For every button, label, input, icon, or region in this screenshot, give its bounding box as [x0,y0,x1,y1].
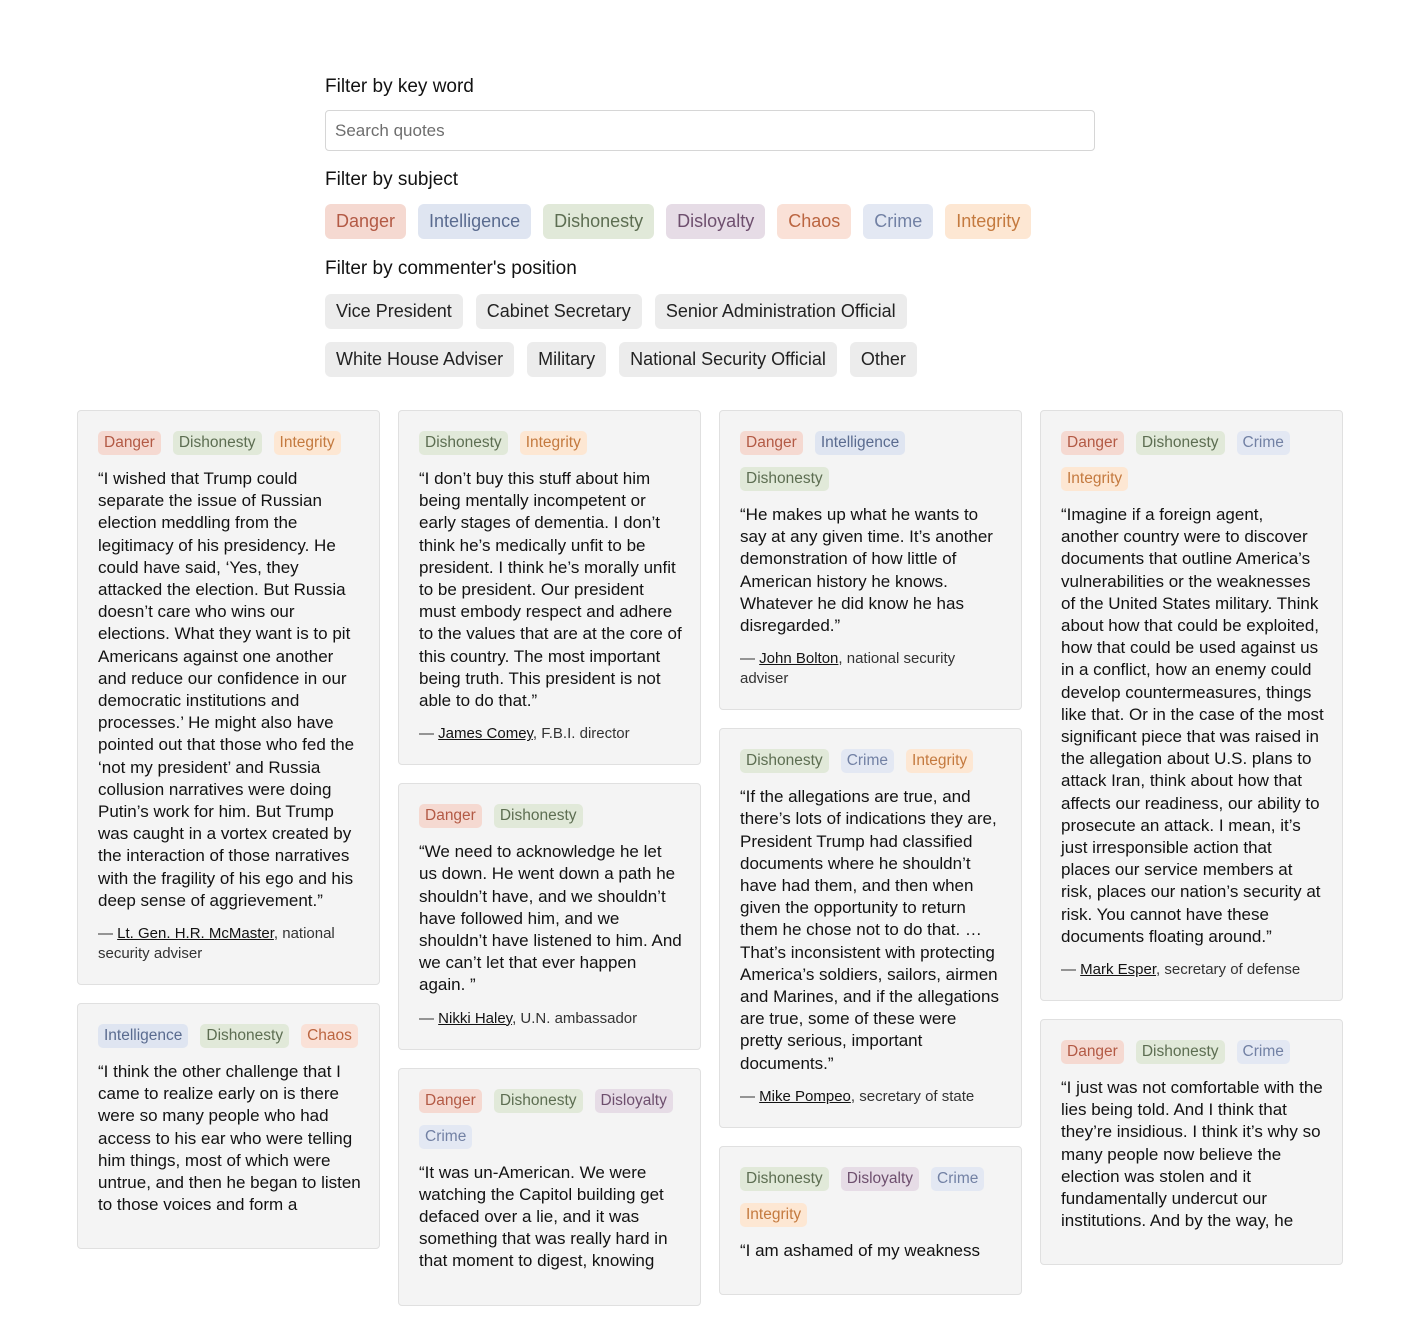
position-chip-vice-president[interactable]: Vice President [325,294,463,329]
quote-card [719,410,1022,710]
tag-danger: Danger [1061,1040,1124,1064]
quote-tags [1061,1040,1324,1064]
subject-chip-disloyalty[interactable]: Disloyalty [666,204,765,239]
quote-card [398,1068,701,1306]
quote-column-4 [1040,410,1343,1283]
subject-filter-label: Filter by subject [325,169,459,190]
quote-column-1 [77,410,380,1267]
position-chip-other[interactable]: Other [850,342,917,377]
quote-attribution: — Lt. Gen. H.R. McMaster, national security adviser [98,925,335,963]
quote-text: “Imagine if a foreign agent, another country were to discover documents that outline America’s vulnerabilities or the weaknesses of the United States military. Think about how that could be exploited, how that could be used against us in a conflict, how an enemy could develop countermeasures, things like that. Or in the case of the most significant piece that was raised in the allegation about U.S. plans to attack Iran, think about how that affects our readiness, our ability to prosecute an attack. I mean, it’s just irresponsible action that places our service members at risk, places our nation’s security at risk. You cannot have these documents floating around.” [1061,505,1324,946]
commenter-role: , national security adviser [98,925,335,963]
tag-intelligence: Intelligence [98,1024,188,1048]
quote-tags [419,431,682,455]
tag-intelligence: Intelligence [815,431,905,455]
position-chip-military[interactable]: Military [527,342,606,377]
tag-integrity: Integrity [1061,467,1128,491]
quote-attribution: — Nikki Haley, U.N. ambassador [419,1009,638,1027]
tag-dishonesty: Dishonesty [740,467,829,491]
quote-column-2 [398,410,701,1324]
tag-integrity: Integrity [740,1203,807,1227]
commenter-role: , F.B.I. director [532,725,630,743]
tag-danger: Danger [740,431,803,455]
quote-text: “I wished that Trump could separate the issue of Russian election meddling from the legitimacy of his presidency. He could have said, ‘Yes, they attacked the election. But Russia doesn’t care who wins our elections. What they want is to pit Americans against one another and reduce our confidence in our democratic institutions and processes.’ He might also have pointed out that those who fed the ‘not my president’ and Russia collusion narratives were doing Putin’s work for him. But Trump was caught in a vortex created by the interaction of those narratives with the fragility of his ego and his deep sense of aggrievement.” [98,469,355,910]
tag-dishonesty: Dishonesty [494,804,583,828]
quote-tags [1061,431,1324,491]
commenter-role: , secretary of defense [1156,961,1301,979]
quote-tags [740,749,1003,773]
subject-chip-integrity[interactable]: Integrity [945,204,1031,239]
tag-danger: Danger [419,804,482,828]
quote-tags [419,804,682,828]
quote-card [77,410,380,985]
quote-card [398,783,701,1049]
subject-chip-chaos[interactable]: Chaos [777,204,851,239]
quote-text: “We need to acknowledge he let us down. He went down a path he shouldn’t have, and we shouldn’t have followed him, and we shouldn’t have listened to him. And we can’t let that ever happen again. ” [419,842,682,995]
quote-tags [98,1024,361,1048]
commenter-link[interactable]: John Bolton [759,650,839,668]
commenter-link[interactable]: Mark Esper [1080,961,1157,979]
quote-attribution: — Mark Esper, secretary of defense [1061,961,1301,979]
subject-chip-danger[interactable]: Danger [325,204,406,239]
subject-chip-dishonesty[interactable]: Dishonesty [543,204,654,239]
commenter-link[interactable]: Lt. Gen. H.R. McMaster [117,925,274,943]
quote-text: “If the allegations are true, and there’s lots of indications they are, President Trump had classified documents where he shouldn’t have had them, and then when given the opportunity to return them he chose not to do that. … That’s inconsistent with protecting America’s soldiers, sailors, airmen and Marines, and if the allegations are true, some of these were pretty serious, important documents.” [740,787,999,1073]
quote-text: “He makes up what he wants to say at any given time. It’s another demonstration of how little of American history he knows. Whatever he did know he has disregarded.” [740,505,993,636]
tag-dishonesty: Dishonesty [494,1089,583,1113]
tag-danger: Danger [419,1089,482,1113]
commenter-link[interactable]: Nikki Haley [438,1009,513,1027]
tag-integrity: Integrity [274,431,341,455]
position-chip-white-house-adviser[interactable]: White House Adviser [325,342,514,377]
quote-card [1040,1019,1343,1265]
tag-danger: Danger [1061,431,1124,455]
filter-panel [325,74,1095,390]
position-filter-chips-row2 [325,342,1095,377]
tag-dishonesty: Dishonesty [740,749,829,773]
tag-crime: Crime [841,749,894,773]
tag-dishonesty: Dishonesty [1136,1040,1225,1064]
tag-integrity: Integrity [906,749,973,773]
quote-text: “I think the other challenge that I came to realize early on is there were so many people who had access to his ear who were telling him things, most of which were untrue, and then he began to listen to those voices and form a [98,1062,361,1215]
quote-text: “It was un-American. We were watching the Capitol building get defaced over a lie, and it was something that was really hard in that moment to digest, knowing [419,1162,668,1271]
commenter-role: , U.N. ambassador [512,1009,638,1027]
quote-card [719,728,1022,1128]
tag-crime: Crime [419,1125,472,1149]
position-chip-senior-administration-official[interactable]: Senior Administration Official [655,294,907,329]
tag-dishonesty: Dishonesty [200,1024,289,1048]
quote-text: “I just was not comfortable with the lies being told. And I think that they’re insidious. I think it’s why so many people now believe the election was stolen and it fundamentally undercut our institutions. And by the way, he [1061,1078,1323,1231]
quote-card [1040,410,1343,1001]
tag-crime: Crime [931,1167,984,1191]
quote-text: “I am ashamed of my weakness [740,1240,980,1260]
quote-card [719,1146,1022,1295]
tag-danger: Danger [98,431,161,455]
quote-card [77,1003,380,1249]
position-filter-label: Filter by commenter's position [325,258,577,279]
tag-dishonesty: Dishonesty [1136,431,1225,455]
quote-attribution: — John Bolton, national security adviser [740,650,956,688]
keyword-filter-label: Filter by key word [325,76,474,97]
tag-crime: Crime [1237,431,1290,455]
tag-dishonesty: Dishonesty [419,431,508,455]
quote-card [398,410,701,765]
tag-dishonesty: Dishonesty [173,431,262,455]
tag-chaos: Chaos [301,1024,358,1048]
subject-chip-intelligence[interactable]: Intelligence [418,204,531,239]
subject-filter-chips [325,204,1095,239]
quote-attribution: — James Comey, F.B.I. director [419,725,630,743]
quote-column-3 [719,410,1022,1313]
commenter-role: , secretary of state [850,1087,975,1105]
quote-tags [740,1167,1003,1227]
commenter-role: , national security adviser [740,650,956,688]
position-chip-cabinet-secretary[interactable]: Cabinet Secretary [476,294,642,329]
position-chip-national-security-official[interactable]: National Security Official [619,342,837,377]
commenter-link[interactable]: Mike Pompeo [759,1087,851,1105]
tag-disloyalty: Disloyalty [841,1167,919,1191]
quote-attribution: — Mike Pompeo, secretary of state [740,1087,975,1105]
tag-integrity: Integrity [520,431,587,455]
tag-crime: Crime [1237,1040,1290,1064]
position-filter-chips-row1 [325,294,1095,329]
search-input[interactable] [325,110,1095,151]
tag-dishonesty: Dishonesty [740,1167,829,1191]
tag-disloyalty: Disloyalty [595,1089,673,1113]
quote-tags [98,431,361,455]
quote-text: “I don’t buy this stuff about him being mentally incompetent or early stages of dementia. I don’t think he’s medically unfit to be president. I think he’s morally unfit to be president. Our president must embody respect and adhere to the values that are at the core of this country. The most important being truth. This president is not able to do that.” [419,469,682,711]
quote-tags [419,1089,682,1149]
subject-chip-crime[interactable]: Crime [863,204,933,239]
quote-tags [740,431,1003,491]
commenter-link[interactable]: James Comey [438,725,533,743]
